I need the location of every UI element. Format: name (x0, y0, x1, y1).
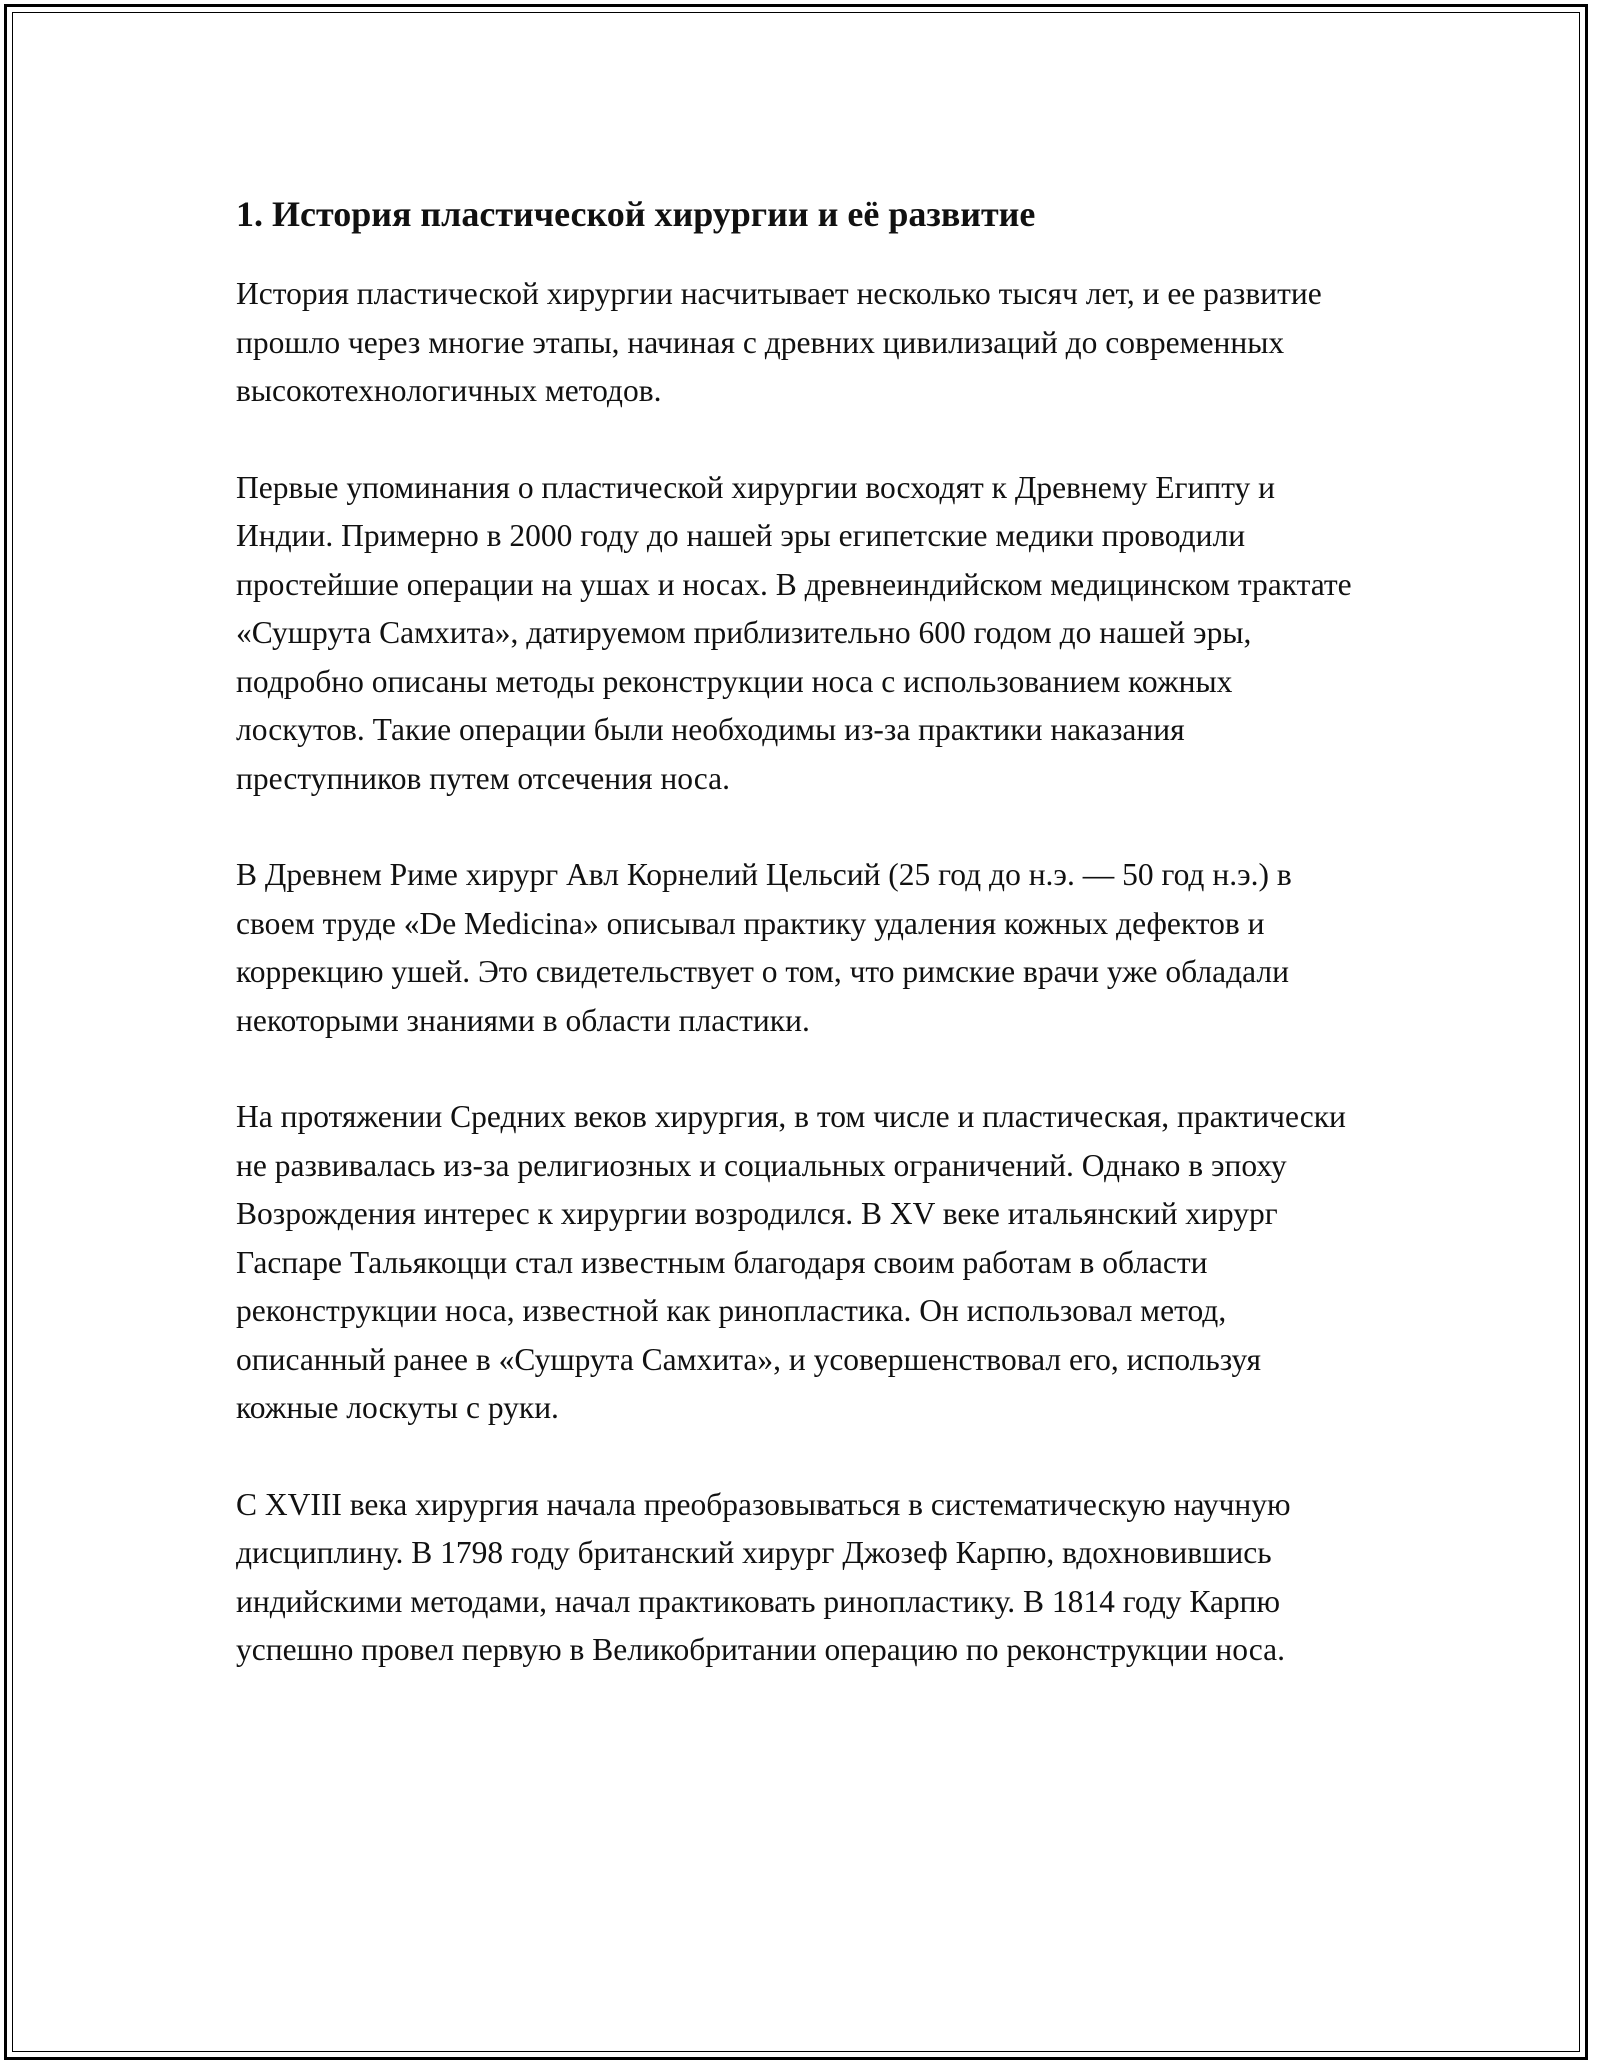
document-body (236, 186, 1376, 1723)
paragraph-4: На протяжении Средних веков хирургия, в том числе и пластическая, практически не развивалась из-за религиозных и социальных ограничений. Однако в эпоху Возрождения интерес к хирургии возродился. В XV веке итальянский хирург Гаспаре Тальякоцци стал известным благодаря своим работам в области реконструкции носа, известной как ринопластика. Он использовал метод, описанный ранее в «Сушрута Самхита», и усовершенствовал его, используя кожные лоскуты с руки. (236, 1099, 1346, 1425)
paragraph-1: История пластической хирургии насчитывает несколько тысяч лет, и ее развитие прошло через многие этапы, начиная с древних цивилизаций до современных высокотехнологичных методов. (236, 276, 1322, 408)
paragraph-3: В Древнем Риме хирург Авл Корнелий Цельсий (25 год до н.э. — 50 год н.э.) в своем труде «De Medicina» описывал практику удаления кожных дефектов и коррекцию ушей. Это свидетельствует о том, что римские врачи уже обладали некоторыми знаниями в области пластики. (236, 857, 1292, 1038)
paragraph-5: С XVIII века хирургия начала преобразовываться в систематическую научную дисциплину. В 1798 году британский хирург Джозеф Карпю, вдохновившись индийскими методами, начал практиковать ринопластику. В 1814 году Карпю успешно провел первую в Великобритании операцию по реконструкции носа. (236, 1486, 1291, 1667)
paragraph-2: Первые упоминания о пластической хирургии восходят к Древнему Египту и Индии. Примерно в 2000 году до нашей эры египетские медики проводили простейшие операции на ушах и носах. В древнеиндийском медицинском трактате «Сушрута Самхита», датируемом приблизительно 600 годом до нашей эры, подробно описаны методы реконструкции носа с использованием кожных лоскутов. Такие операции были необходимы из-за практики наказания преступников путем отсечения носа. (236, 469, 1352, 796)
section-title: 1. История пластической хирургии и её развитие (236, 194, 1036, 234)
